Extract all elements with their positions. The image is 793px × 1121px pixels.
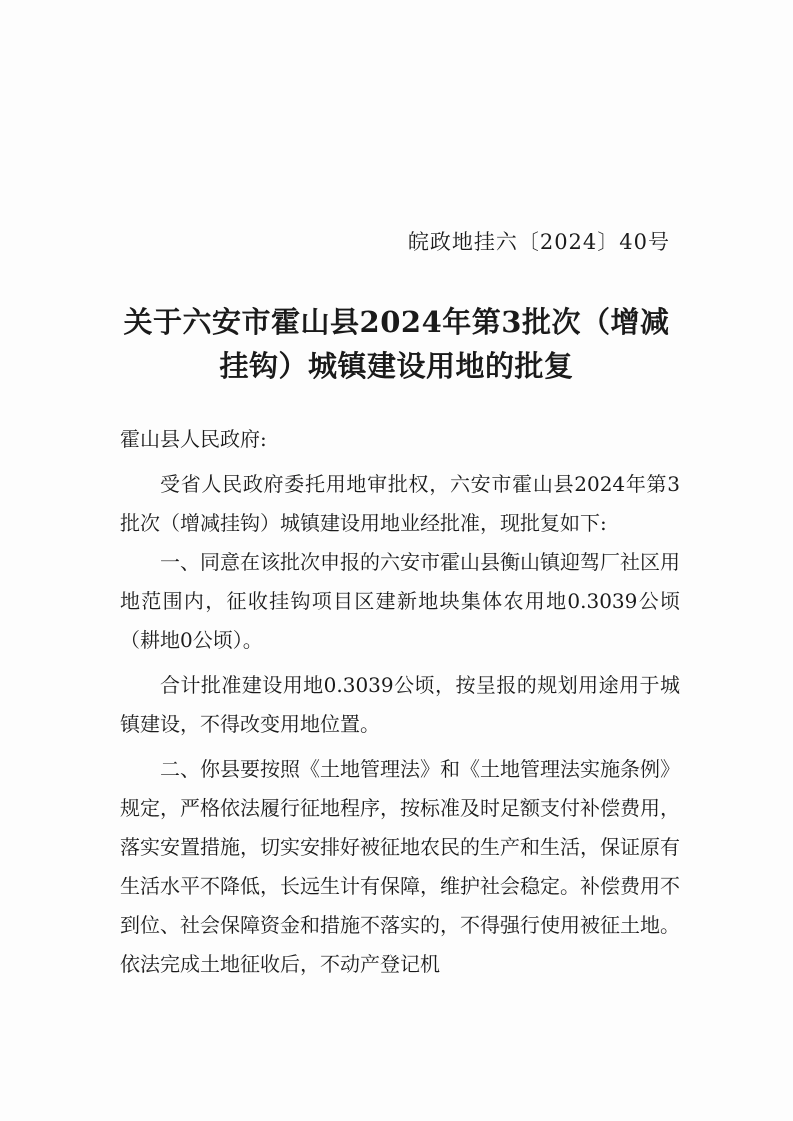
document-title [110,300,683,388]
paragraph-total: 合计批准建设用地0.3039公顷，按呈报的规划用途用于城镇建设，不得改变用地位置。 [120,673,680,736]
paragraph-item-1: 一、同意在该批次申报的六安市霍山县衡山镇迎驾厂社区用地范围内，征收挂钩项目区建新地块集体农用地0.3039公顷（耕地0公顷）。 [120,550,680,652]
title-line-2: 挂钩）城镇建设用地的批复 [219,349,574,383]
title-line-1: 关于六安市霍山县2024年第3批次（增减 [123,305,670,339]
salutation: 霍山县人民政府: [120,427,267,451]
document-body [120,420,680,984]
document-number: 皖政地挂六〔2024〕40号 [407,230,670,254]
paragraph-intro: 受省人民政府委托用地审批权，六安市霍山县2024年第3批次（增减挂钩）城镇建设用地业经批准，现批复如下: [120,472,680,535]
paragraph-item-2: 二、你县要按照《土地管理法》和《土地管理法实施条例》规定，严格依法履行征地程序，按标准及时足额支付补偿费用，落实安置措施，切实安排好被征地农民的生产和生活，保证原有生活水平不降低，长远生计有保障，维护社会稳定。补偿费用不到位、社会保障资金和措施不落实的，不得强行使用被征土地。依法完成土地征收后，不动产登记机 [120,757,680,976]
